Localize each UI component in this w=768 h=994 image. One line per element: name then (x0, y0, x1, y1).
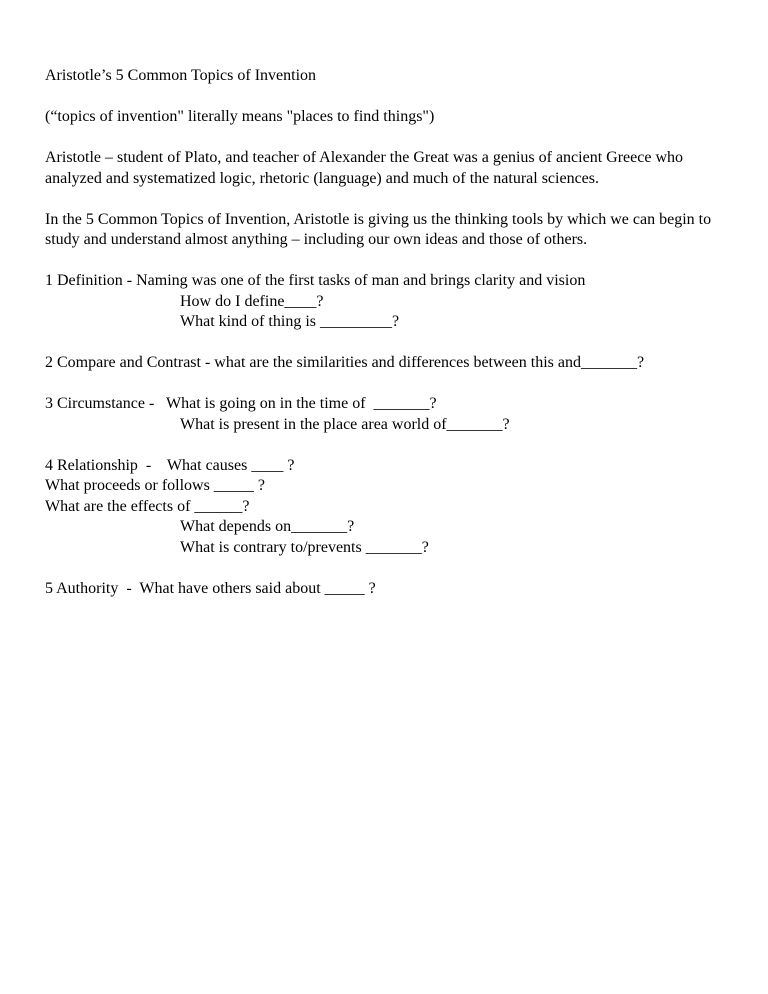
topic-1-question-1: How do I define____? (180, 292, 324, 310)
intro-paragraph-2-block (45, 210, 726, 251)
topic-5-heading: 5 Authority - What have others said about _____ ? (45, 579, 376, 597)
topic-4-relationship (45, 456, 726, 559)
topic-4-line-2: What proceeds or follows _____ ? (45, 477, 265, 494)
topic-3-circumstance (45, 394, 726, 435)
topic-3-heading: 3 Circumstance - What is going on in the time of _______? (45, 395, 437, 412)
intro-paragraph-2: In the 5 Common Topics of Invention, Aristotle is giving us the thinking tools by which we can begin to study and understand almost anything – including our own ideas and those of others. (45, 210, 716, 248)
parenthetical-note: (“topics of invention" literally means "places to find things") (45, 108, 435, 125)
topic-2-heading: 2 Compare and Contrast - what are the similarities and differences between this and_______? (45, 354, 645, 371)
topic-2-compare-contrast (45, 353, 726, 374)
intro-paragraph-1-block (45, 148, 726, 189)
note-block (45, 107, 726, 128)
intro-paragraph-1: Aristotle – student of Plato, and teacher of Alexander the Great was a genius of ancient Greece who analyzed and systematized logic, rhetoric (language) and much of the natural sciences. (45, 149, 687, 187)
topic-4-line-3: What are the effects of ______? (45, 497, 250, 515)
document-title: Aristotle’s 5 Common Topics of Invention (45, 67, 317, 84)
topic-1-definition (45, 271, 726, 333)
topic-3-question-1: What is present in the place area world of_______? (180, 415, 510, 433)
topic-4-heading: 4 Relationship - What causes ____ ? (45, 456, 295, 474)
topic-4-question-2: What is contrary to/prevents _______? (180, 538, 429, 556)
topic-4-question-1: What depends on_______? (180, 518, 355, 535)
title-block (45, 66, 726, 87)
topic-1-heading: 1 Definition - Naming was one of the first tasks of man and brings clarity and vision (45, 272, 586, 289)
topic-1-question-2: What kind of thing is _________? (180, 313, 400, 330)
topic-5-authority (45, 579, 726, 600)
